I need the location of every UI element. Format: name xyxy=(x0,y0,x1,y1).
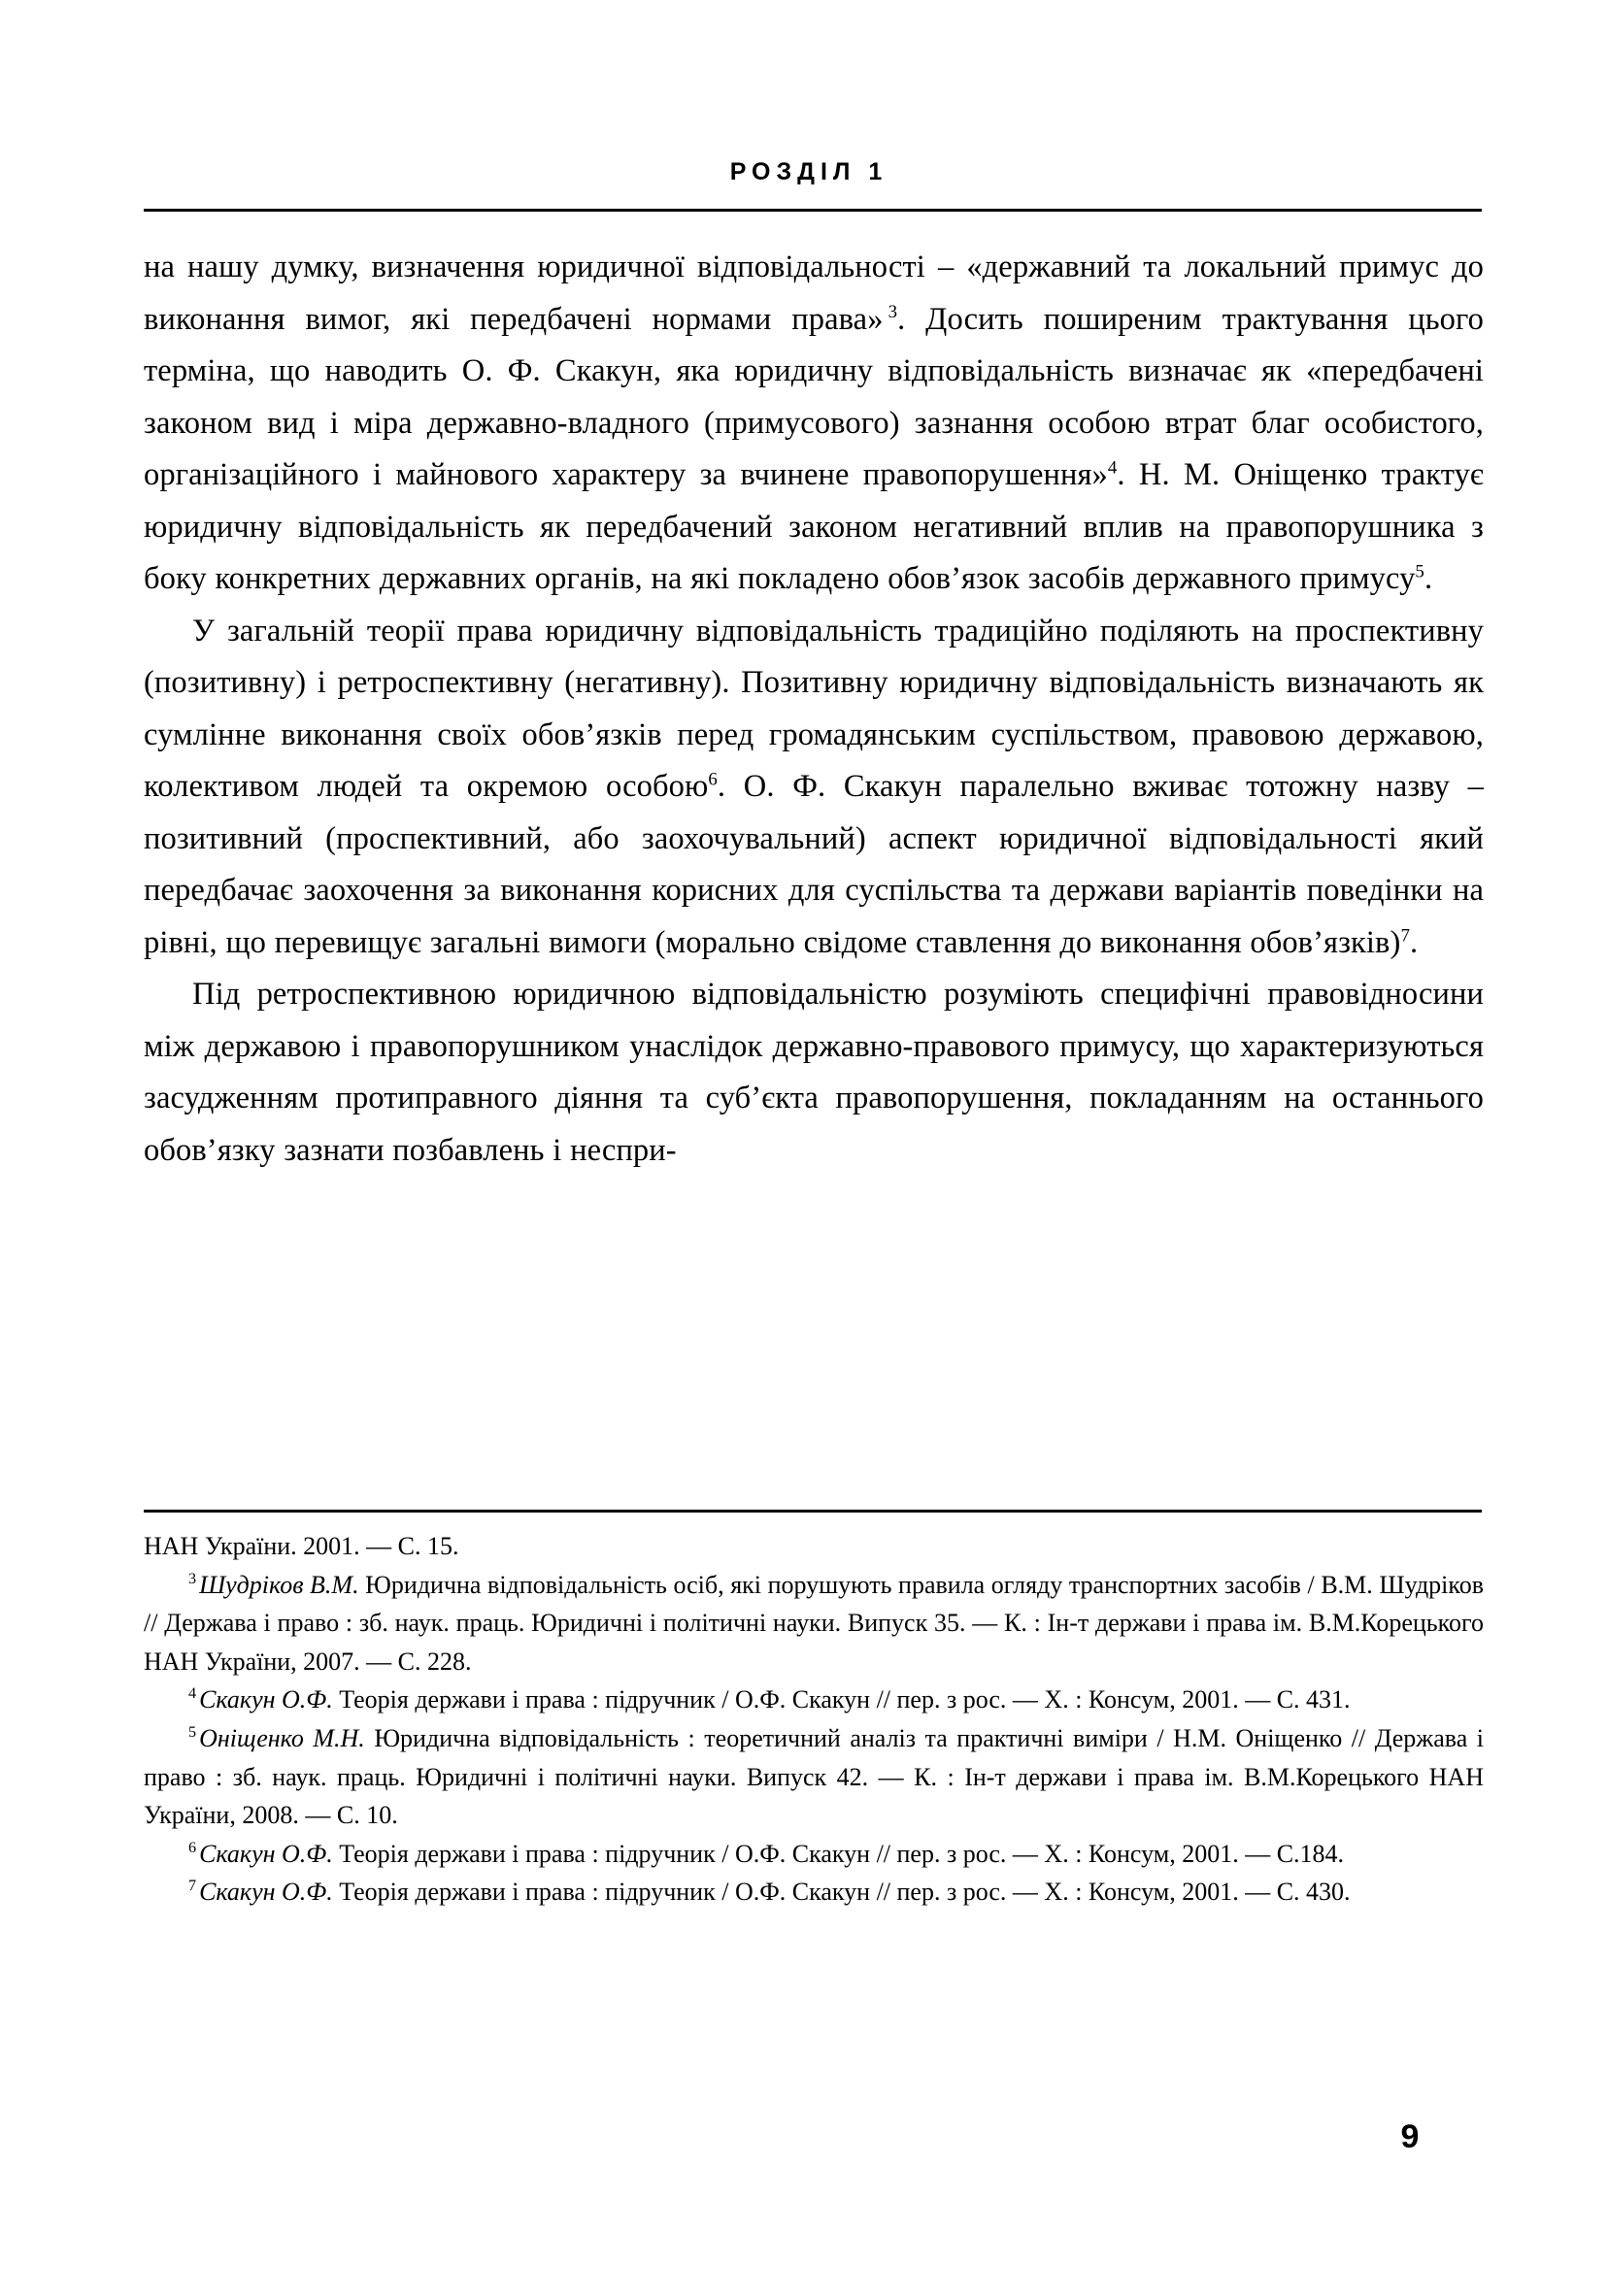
paragraph-3: Під ретроспективною юридичною відповідальністю розуміють специфічні правовідносини між державою і правопорушником унаслідок державно-правового примусу, що характеризуються засудженням протиправного діяння та суб’єкта правопорушення, покладанням на останнього обов’язку зазнати позбавлень і неспри- xyxy=(144,977,1484,1168)
footnote-text-3: Юридична відповідальність осіб, які порушують правила огляду транспортних засобів / В.М. Шудріков // Держава і право : зб. наук. праць. Юридичні і політичні науки. Випуск 35. — К. : Ін-т держави і права ім. В.М.Корецького НАН України, 2007. — С. 228. xyxy=(144,1570,1484,1676)
footnote-author-5: Оніщенко М.Н. xyxy=(199,1723,365,1752)
footnote-ref-3[interactable]: 3 xyxy=(888,301,898,322)
paragraph-2 xyxy=(144,606,1484,970)
footnote-author-6: Скакун О.Ф. xyxy=(199,1839,333,1868)
footnote-separator-rule xyxy=(144,1510,1482,1513)
footnote-item-6 xyxy=(144,1835,1484,1874)
paragraph-1-text-a: на нашу думку, визначення юридичної відповідальності – «державний та локальний примус до виконання вимог, які передбачені нормами права» xyxy=(144,250,1484,337)
paragraph-1 xyxy=(144,242,1484,606)
footnote-ref-5[interactable]: 5 xyxy=(1415,561,1424,582)
footnote-marker-7: 7 xyxy=(188,1878,197,1895)
footnote-marker-6: 6 xyxy=(188,1839,197,1856)
footnote-text-7: Теорія держави і права : підручник / О.Ф. Скакун // пер. з рос. — Х. : Консум, 2001. — С. 430. xyxy=(332,1878,1351,1907)
footnote-item-4 xyxy=(144,1680,1484,1719)
footnote-marker-5: 5 xyxy=(188,1723,197,1741)
footnote-text-6: Теорія держави і права : підручник / О.Ф. Скакун // пер. з рос. — Х. : Консум, 2001. — С.184. xyxy=(332,1839,1345,1868)
running-head: РОЗДІЛ 1 xyxy=(729,158,888,185)
footnote-author-3: Шудріков В.М. xyxy=(199,1570,359,1599)
footnote-text-5: Юридична відповідальність : теоретичний аналіз та практичні виміри / Н.М. Оніщенко // Держава і право : зб. наук. праць. Юридичні і політичні науки. Випуск 42. — К. : Ін-т держави і права ім. В.М.Корецького НАН України, 2008. — С. 10. xyxy=(144,1723,1485,1830)
page-number: 9 xyxy=(1400,2118,1420,2155)
footnote-item-3 xyxy=(144,1566,1484,1681)
footnote-continuation: НАН України. 2001. — С. 15. xyxy=(144,1532,459,1560)
footnote-marker-4: 4 xyxy=(188,1685,197,1703)
paragraph-2-text-b: . О. Ф. Скакун паралельно вживає тотожну назву – позитивний (проспективний, або заохочувальний) аспект юридичної відповідальності який передбачає заохочення за виконання корисних для суспільства та держави варіантів поведінки на рівні, що перевищує загальні вимоги (морально свідоме ставлення до виконання обов’язків) xyxy=(144,769,1484,960)
paragraph-1-text-d: . xyxy=(1424,561,1433,596)
footnote-block xyxy=(144,1527,1484,1912)
footnote-ref-7[interactable]: 7 xyxy=(1400,924,1410,946)
paragraph-2-text-c: . xyxy=(1409,924,1419,960)
footnote-text-4: Теорія держави і права : підручник / О.Ф. Скакун // пер. з рос. — Х. : Консум, 2001. — С. 431. xyxy=(332,1685,1351,1714)
header-rule xyxy=(144,209,1482,212)
body-text xyxy=(144,242,1484,1177)
footnote-author-4: Скакун О.Ф. xyxy=(199,1685,333,1714)
footnote-item-5 xyxy=(144,1719,1484,1835)
paragraph-1-text-b: . Досить поширеним трактування цього терміна, що наводить О. Ф. Скакун, яка юридичну відповідальність визначає як «передбачені законом вид і міра державно-владного (примусового) зазнання особою втрат благ особистого, організаційного і майнового характеру за вчинене правопорушення» xyxy=(144,301,1485,492)
paragraph-2-text-a: У загальній теорії права юридичну відповідальність традиційно поділяють на проспективну (позитивну) і ретроспективну (негативну). Позитивну юридичну відповідальність визначають як сумлінне виконання своїх обов’язків перед громадянським суспільством, правовою державою, колективом людей та окремою особою xyxy=(144,613,1484,804)
footnote-item-7 xyxy=(144,1873,1484,1912)
footnote-author-7: Скакун О.Ф. xyxy=(199,1878,333,1907)
footnote-ref-4[interactable]: 4 xyxy=(1107,457,1118,479)
footnote-marker-3: 3 xyxy=(188,1570,197,1587)
paragraph-1-text-c: . Н. М. Оніщенко трактує юридичну відповідальність як передбачений законом негативний вплив на правопорушника з боку конкретних державних органів, на які покладено обов’язок засобів державного примусу xyxy=(144,457,1484,596)
footnote-ref-6[interactable]: 6 xyxy=(708,769,718,790)
